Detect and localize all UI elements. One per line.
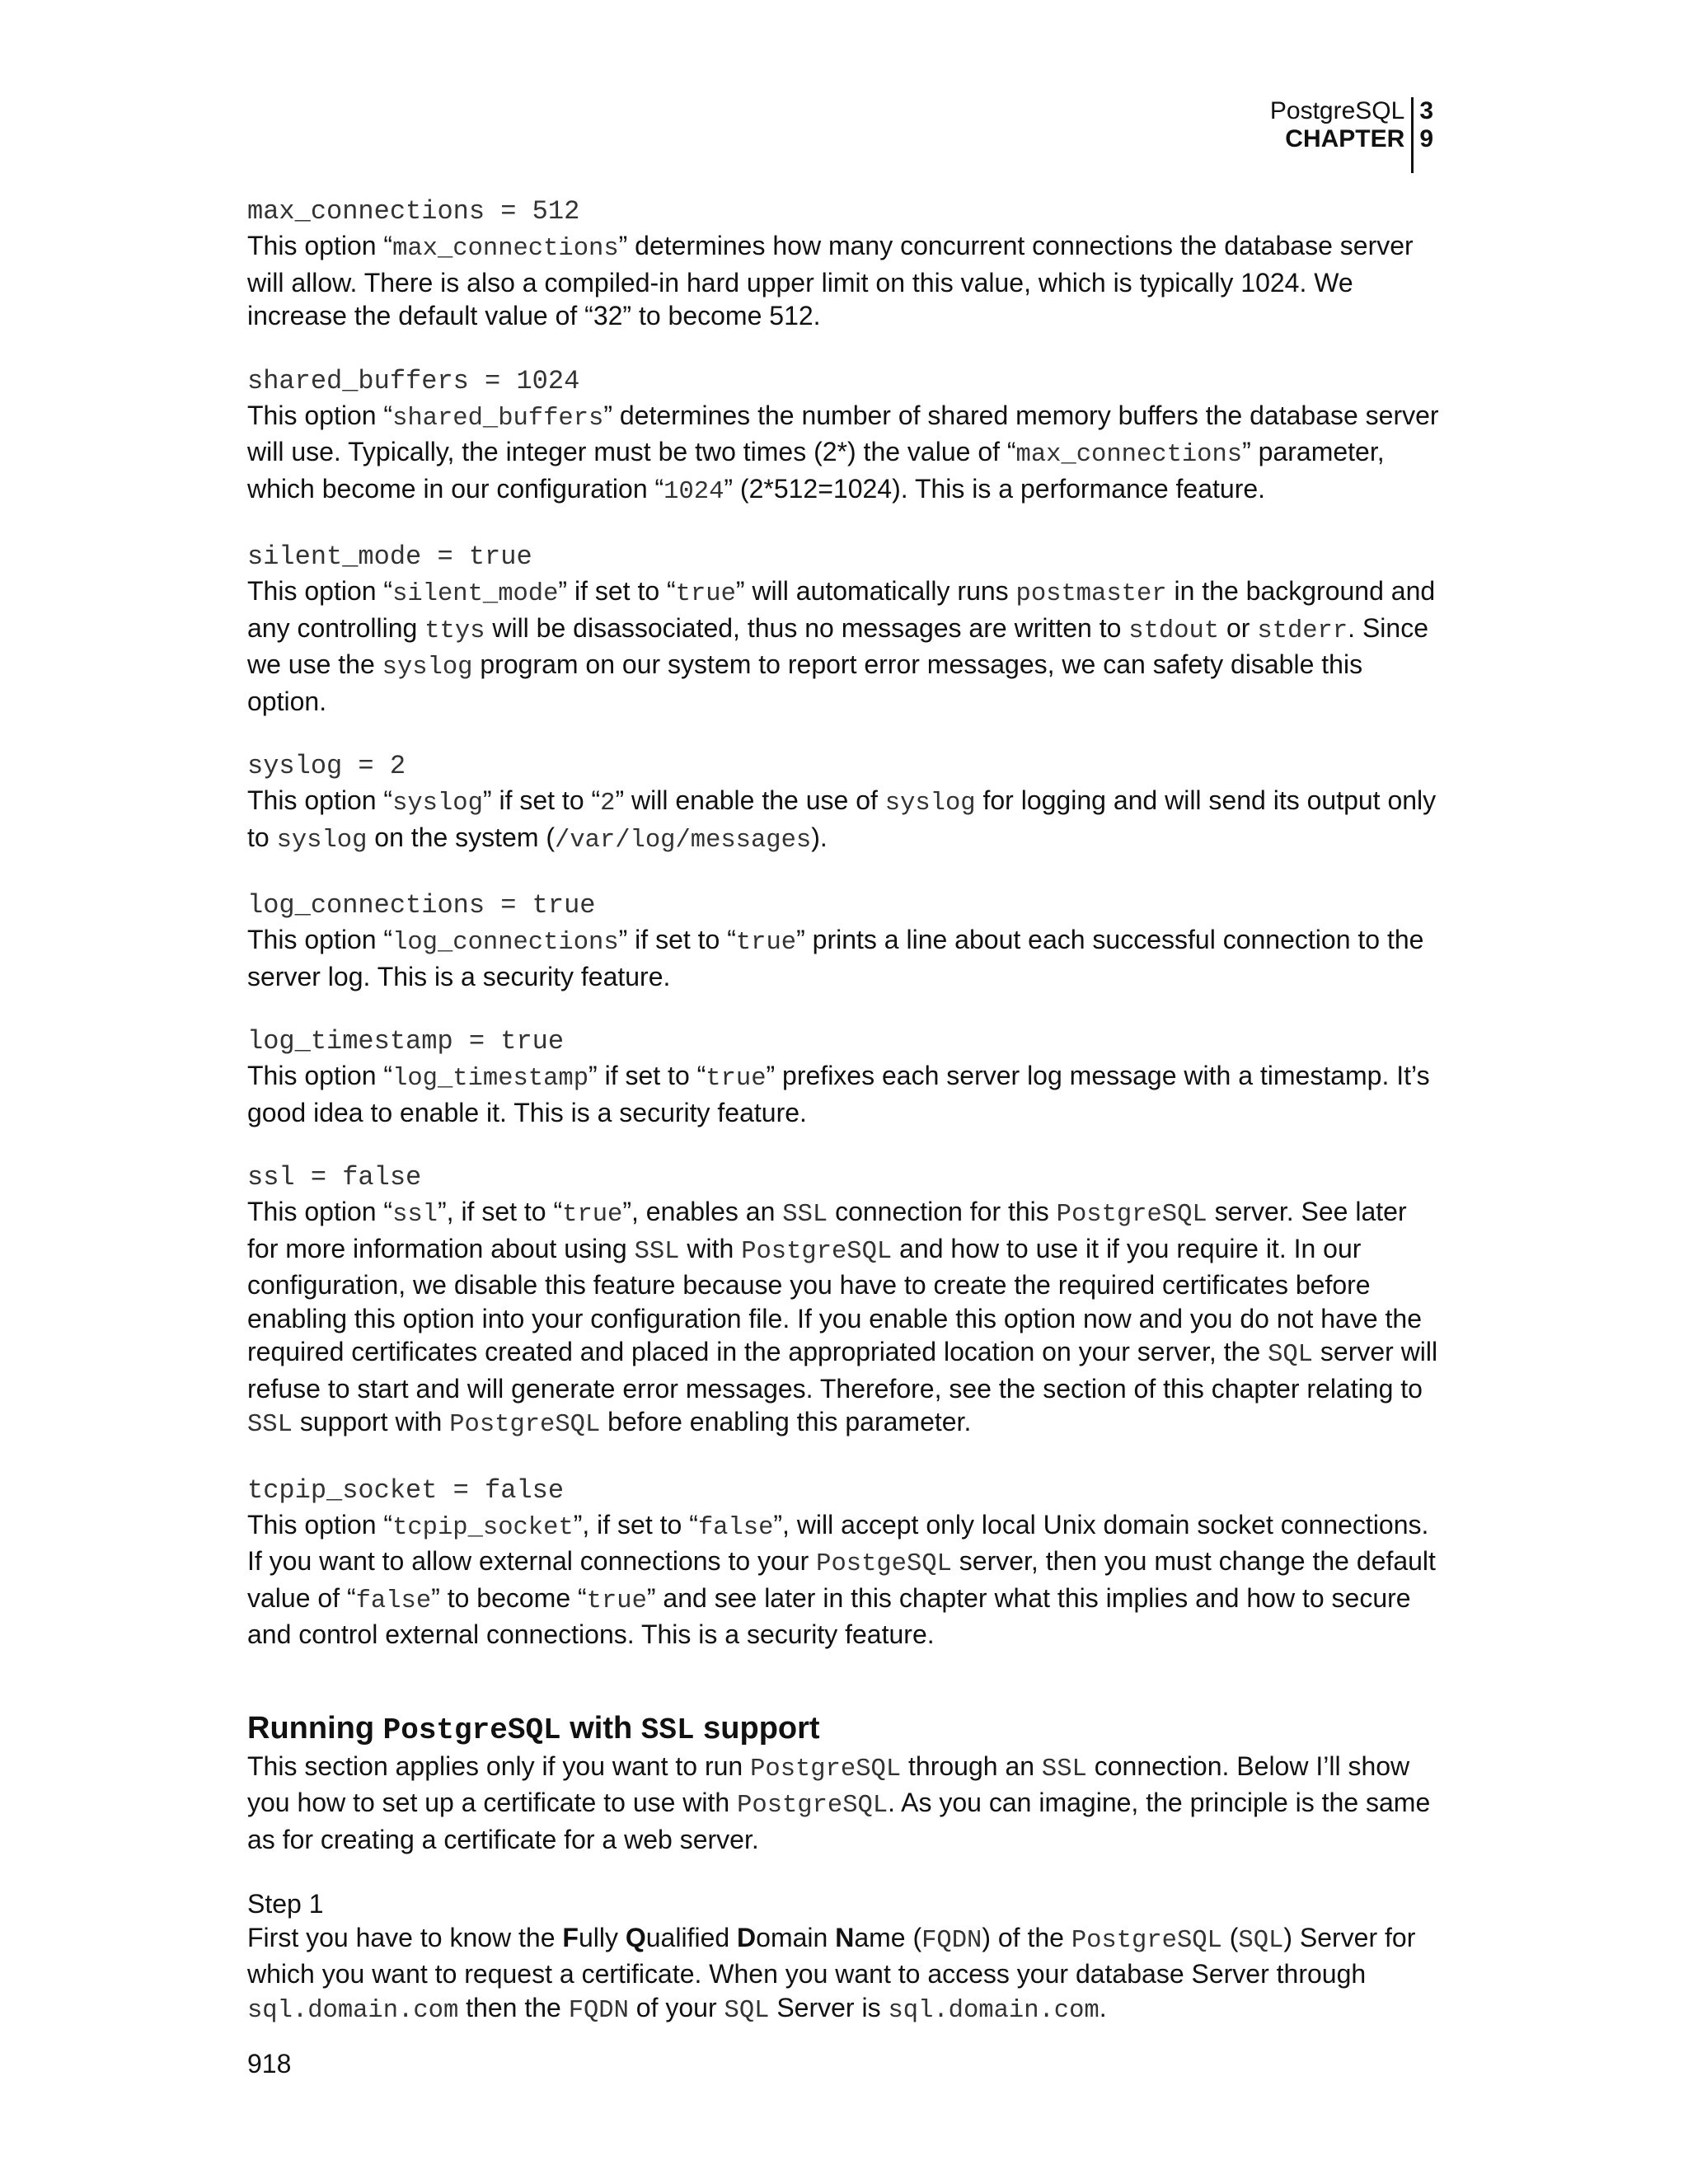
text-run: This option “ [247,400,393,430]
running-header [1270,97,1433,173]
config-option-block [247,888,1442,993]
text-run: ully [578,1922,626,1952]
inline-code: PostgreSQL [382,1713,561,1747]
text-run: This option “ [247,231,393,260]
text-run: on the system ( [367,822,556,852]
text-run: ”, enables an [622,1197,783,1226]
config-option-block [247,194,1442,333]
text-run: for logging and will send its output only to [247,785,1437,852]
text-run: . [1099,1992,1107,2022]
option-description [247,229,1442,333]
text-run: support [694,1710,820,1746]
inline-code: SQL [1268,1341,1313,1369]
text-run: server will refuse to start and will generate error messages. Therefore, see the section of this chapter relating to [247,1337,1438,1404]
config-options [247,194,1442,1652]
inline-code: syslog [392,790,483,818]
text-run: then the [458,1992,569,2022]
config-option-block [247,1474,1442,1652]
text-run: Server is [769,1992,889,2022]
text-run: program on our system to report error messages, we can safety disable this option. [247,649,1363,716]
page-number: 918 [247,2049,292,2079]
inline-code: syslog [276,826,368,855]
config-line: tcpip_socket = false [247,1474,565,1506]
step-label: Step 1 [247,1889,324,1919]
section-heading [247,1709,1442,1750]
inline-code: true [735,929,797,957]
text-run: ” if set to “ [588,1061,706,1090]
text-run: This option “ [247,925,393,954]
text-run: ). [811,822,828,852]
text-run: This option “ [247,1509,393,1540]
header-title: PostgreSQL [1269,97,1405,124]
inline-code: PostgreSQL [1056,1201,1207,1229]
inline-code: stdout [1128,616,1220,645]
inline-code: SSL [1041,1755,1087,1783]
header-chapter-label: CHAPTER [1285,125,1405,152]
text-run: ame ( [854,1922,922,1952]
option-description [247,923,1442,993]
text-run: ) Server for which you want to request a certificate. When you want to access your database Server through [247,1922,1416,1989]
inline-code: tcpip_socket [392,1513,574,1542]
config-line: shared_buffers = 1024 [247,365,580,396]
text-run: ” if set to “ [558,576,676,606]
text-run: ”, if set to “ [573,1509,698,1540]
inline-code: silent_mode [392,580,559,608]
inline-code: max_connections [1015,441,1243,469]
text-run: . As you can imagine, the principle is the same as for creating a certificate for a web server. [247,1788,1431,1854]
text-run: This option “ [247,1197,393,1226]
text-run: ” determines how many concurrent connections the database server will allow. There is also a compiled-in hard upper limit on this value, which is typically 1024. We increase the default value of “32” to become 512. [247,231,1414,330]
text-run: ualified [645,1922,738,1952]
inline-code: stderr [1257,616,1348,645]
text-run: ” will enable the use of [615,785,885,815]
inline-code: sql.domain.com [888,1996,1100,2025]
inline-code: postmaster [1015,580,1167,608]
text-run: ” if set to “ [618,925,736,954]
inline-code: SSL [640,1713,695,1747]
step-text [247,1921,1442,2028]
text-run: in the background and any controlling [247,576,1436,643]
text-run: ” to become “ [431,1582,587,1613]
header-title-block [1270,97,1411,173]
text-run: ” and see later in this chapter what this implies and how to secure and control external connections. This is a security feature. [247,1582,1411,1649]
option-description [247,784,1442,857]
text-run: First you have to know the [247,1922,563,1952]
text-run: omain [756,1922,836,1952]
text-run: through an [901,1750,1042,1781]
bold-initial: Q [625,1922,646,1952]
option-description [247,1195,1442,1442]
text-run: with [679,1233,742,1263]
inline-code: PostgreSQL [741,1237,893,1266]
inline-code: PostgreSQL [750,1755,902,1783]
inline-code: false [355,1586,432,1615]
inline-code: syslog [884,790,976,818]
inline-code: SSL [634,1237,680,1266]
inline-code: max_connections [392,235,619,263]
inline-code: true [586,1586,647,1615]
text-run: with [560,1710,641,1746]
page-body [247,194,1442,2027]
text-run: of your [628,1992,724,2022]
config-option-block [247,1160,1442,1442]
inline-code: true [675,580,736,608]
text-run: before enabling this parameter. [600,1407,972,1436]
inline-code: log_timestamp [392,1065,589,1093]
config-option-block [247,1024,1442,1129]
text-run: ) of the [982,1922,1071,1952]
inline-code: /var/log/messages [555,826,812,855]
text-run: will be disassociated, thus no messages are written to [485,612,1129,643]
inline-code: true [706,1065,767,1093]
inline-code: 1024 [663,477,724,506]
text-run: and how to use it if you require it. In our configuration, we disable this feature because you have to create the required certificates before enabling this option into your configuration file. If you enable this option now and you do not have the required certificates created and placed in the appropriated location on your server, the [247,1233,1422,1366]
header-chapter-number [1411,97,1433,173]
text-run: connection for this [828,1197,1057,1226]
bold-initial: F [562,1922,579,1952]
inline-code: PostgreSQL [1071,1926,1222,1955]
text-run: connection. Below I’ll show you how to set up a certificate to use with [247,1750,1410,1817]
inline-code: PostgeSQL [816,1550,952,1578]
config-line: silent_mode = true [247,541,532,572]
text-run: . Since we use the [247,612,1428,679]
config-option-block [247,540,1442,718]
inline-code: ttys [424,616,485,645]
header-chapter-number-line1: 3 [1419,97,1433,124]
inline-code: false [697,1513,774,1542]
text-run: server. See later for more information about using [247,1197,1407,1263]
option-description [247,1508,1442,1652]
inline-code: sql.domain.com [247,1996,459,2025]
option-description [247,399,1442,509]
inline-code: log_connections [392,929,619,957]
inline-code: SQL [1238,1926,1284,1955]
bold-initial: N [835,1922,855,1952]
text-run: server, then you must change the default value of “ [247,1546,1436,1613]
option-description [247,574,1442,718]
inline-code: PostgreSQL [737,1792,889,1820]
text-run: ”, will accept only local Unix domain socket connections. If you want to allow external connections to your [247,1509,1429,1576]
text-run: ” determines the number of shared memory buffers the database server will use. Typically, the integer must be two times (2*) the value of “ [247,400,1439,466]
inline-code: 2 [600,790,616,818]
config-line: max_connections = 512 [247,196,580,227]
inline-code: syslog [382,654,473,682]
text-run: Running [247,1710,383,1746]
inline-code: shared_buffers [392,404,604,433]
text-run: This option “ [247,1061,393,1090]
text-run: or [1219,612,1258,643]
text-run: ” prefixes each server log message with a timestamp. It’s good idea to enable it. This is a security feature. [247,1061,1430,1127]
text-run: This option “ [247,785,393,815]
config-line: log_timestamp = true [247,1026,565,1057]
text-run: support with [292,1407,450,1436]
text-run: This option “ [247,576,393,606]
inline-code: FQDN [921,1926,982,1955]
text-run: ” if set to “ [482,785,601,815]
text-run: ”, if set to “ [438,1197,563,1226]
config-line: ssl = false [247,1162,422,1193]
inline-code: SQL [724,1996,770,2025]
header-chapter-number-line2: 9 [1419,125,1433,152]
config-option-block [247,749,1442,857]
config-line: syslog = 2 [247,751,406,781]
bold-initial: D [737,1922,757,1952]
inline-code: SSL [247,1411,293,1439]
config-option-block [247,364,1442,509]
inline-code: SSL [782,1201,828,1229]
text-run: ” (2*512=1024). This is a performance feature. [724,473,1266,504]
inline-code: FQDN [568,1996,629,2025]
option-description [247,1059,1442,1129]
text-run: ” will automatically runs [735,576,1016,606]
text-run: This section applies only if you want to run [247,1750,751,1781]
config-line: log_connections = true [247,890,596,921]
inline-code: PostgreSQL [449,1411,601,1439]
inline-code: true [562,1201,623,1229]
text-run: ( [1221,1922,1239,1952]
text-run: ” parameter, which become in our configuration “ [247,437,1385,504]
text-run: ” prints a line about each successful connection to the server log. This is a security feature. [247,925,1424,991]
section-intro [247,1750,1442,1857]
inline-code: ssl [392,1201,438,1229]
